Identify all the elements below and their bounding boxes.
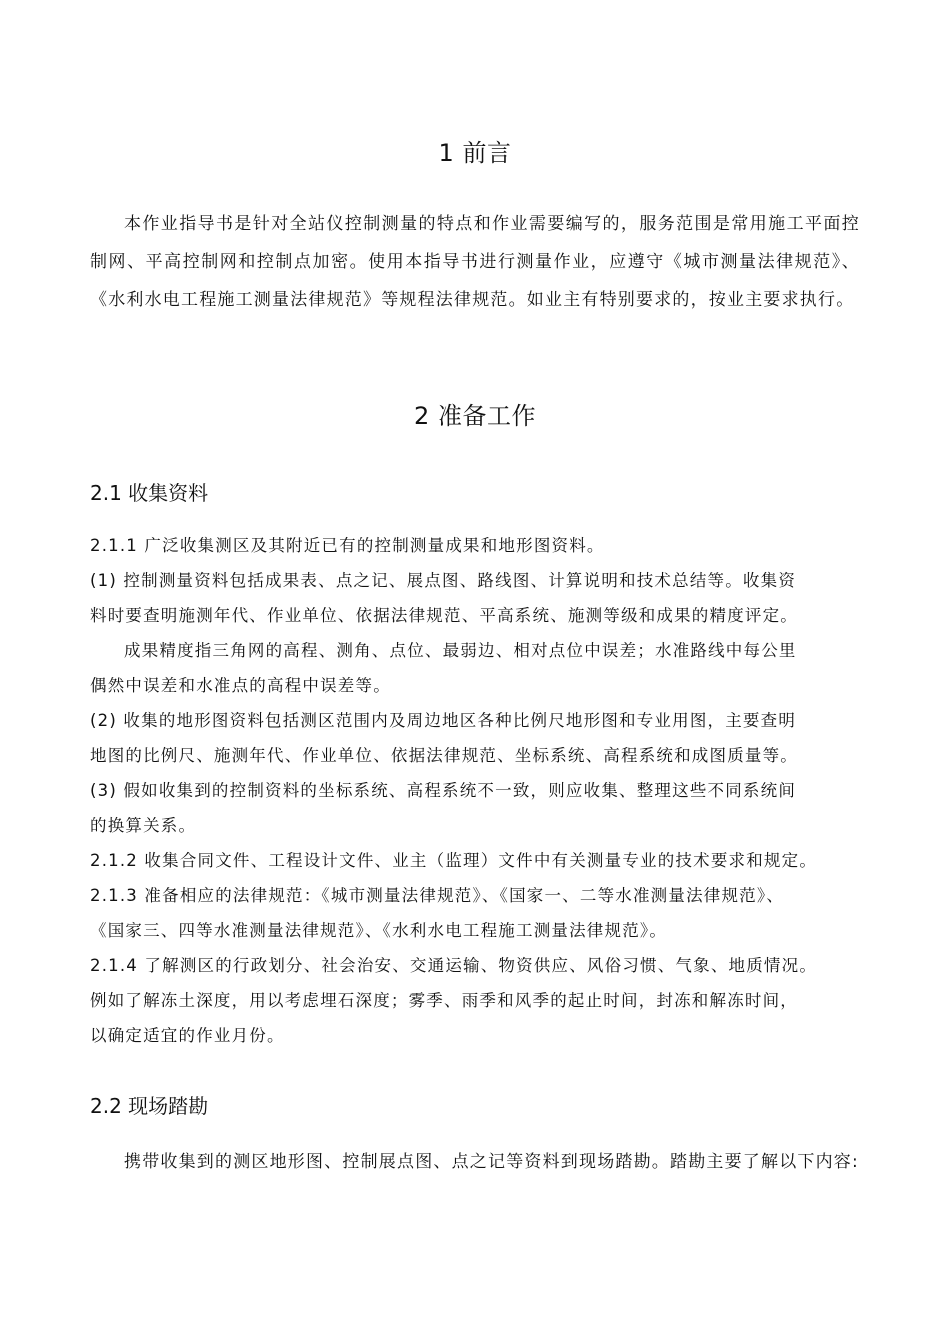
section-2-1-body <box>90 528 870 1053</box>
item-3-line-2: 的换算关系。 <box>90 816 197 835</box>
section-2-2-title: 2.2 现场踏勘 <box>90 1094 209 1118</box>
item-2-1-4-line-3: 以确定适宜的作业月份。 <box>90 1026 285 1045</box>
item-1-line-1: (1) 控制测量资料包括成果表、点之记、展点图、路线图、计算说明和技术总结等。收集资 <box>90 571 797 590</box>
item-3-line-1: (3) 假如收集到的控制资料的坐标系统、高程系统不一致，则应收集、整理这些不同系统间 <box>90 781 797 800</box>
precision-line-1: 成果精度指三角网的高程、测角、点位、最弱边、相对点位中误差；水准路线中每公里 <box>124 641 797 660</box>
item-2-1-4-line-2: 例如了解冻土深度，用以考虑埋石深度；雾季、雨季和风季的起止时间，封冻和解冻时间， <box>90 991 798 1010</box>
item-2-1-3-line-1: 2.1.3 准备相应的法律规范：《城市测量法律规范》、《国家一、二等水准测量法律规范》、 <box>90 886 785 905</box>
section-1-paragraph: 本作业指导书是针对全站仪控制测量的特点和作业需要编写的，服务范围是常用施工平面控制网、平高控制网和控制点加密。使用本指导书进行测量作业，应遵守《城市测量法律规范》、《水利水电工程施工测量法律规范》等规程法律规范。如业主有特别要求的，按业主要求执行。 <box>90 214 860 310</box>
item-1-line-2: 料时要查明施测年代、作业单位、依据法律规范、平高系统、施测等级和成果的精度评定。 <box>90 606 798 625</box>
item-2-1-1: 2.1.1 广泛收集测区及其附近已有的控制测量成果和地形图资料。 <box>90 536 605 555</box>
item-2-line-1: (2) 收集的地形图资料包括测区范围内及周边地区各种比例尺地形图和专业用图，主要查明 <box>90 711 797 730</box>
precision-line-2: 偶然中误差和水准点的高程中误差等。 <box>90 676 391 695</box>
item-2-1-3-line-2: 《国家三、四等水准测量法律规范》、《水利水电工程施工测量法律规范》。 <box>90 921 668 940</box>
section-2-2-paragraph: 携带收集到的测区地形图、控制展点图、点之记等资料到现场踏勘。踏勘主要了解以下内容: <box>124 1152 859 1172</box>
section-2-title: 2 准备工作 <box>414 402 536 430</box>
item-2-1-2: 2.1.2 收集合同文件、工程设计文件、业主（监理）文件中有关测量专业的技术要求和规定。 <box>90 851 818 870</box>
section-2-1-title: 2.1 收集资料 <box>90 481 209 505</box>
item-2-1-4-line-1: 2.1.4 了解测区的行政划分、社会治安、交通运输、物资供应、风俗习惯、气象、地质情况。 <box>90 956 818 975</box>
item-2-line-2: 地图的比例尺、施测年代、作业单位、依据法律规范、坐标系统、高程系统和成图质量等。 <box>90 746 798 765</box>
section-1-title: 1 前言 <box>438 139 512 167</box>
